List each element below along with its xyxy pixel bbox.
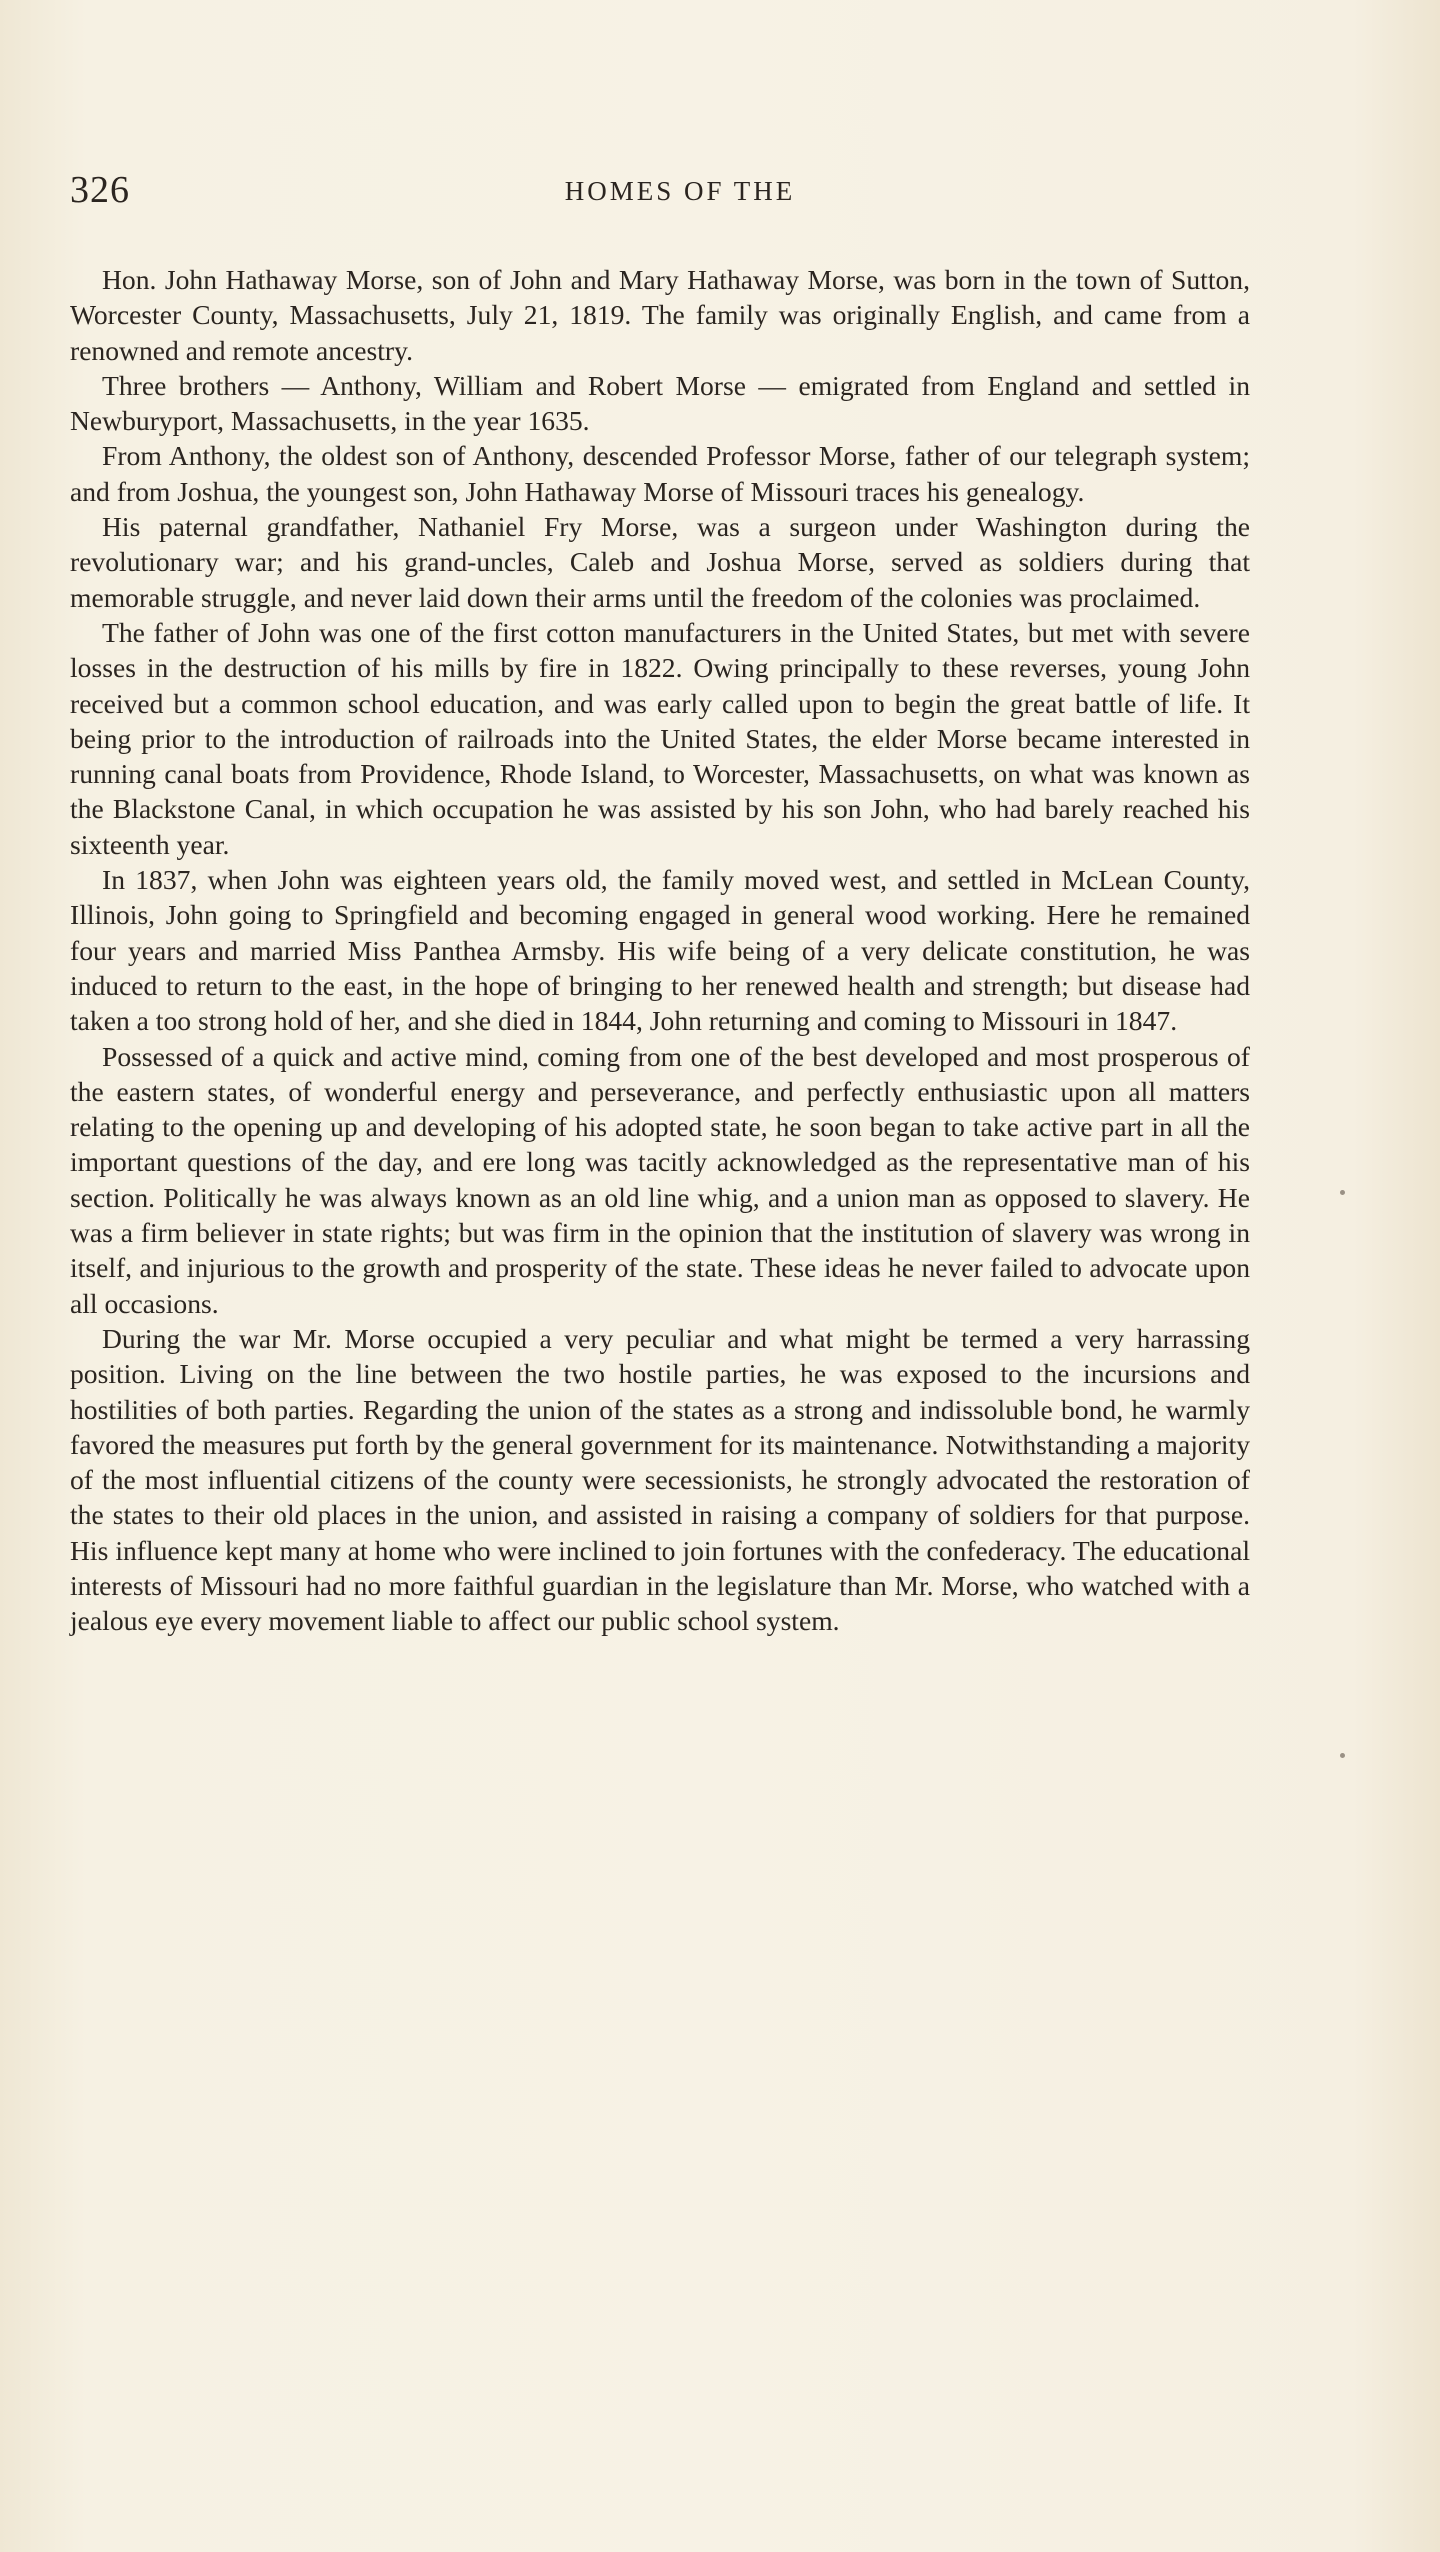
body-text [70,262,1250,1639]
running-head-title: HOMES OF THE [564,176,796,206]
paragraph-grandfather: His paternal grandfather, Nathaniel Fry Morse, was a surgeon under Washington during the revolutionary war; and his grand-uncles, Caleb and Joshua Morse, served as soldiers during that memorable struggle, and never laid down their arms until the freedom of the colonies was proclaimed. [70,511,1250,613]
paragraph-character: Possessed of a quick and active mind, coming from one of the best developed and most prosperous of the eastern states, of wonderful energy and perseverance, and perfectly enthusiastic upon all matters relating to the opening up and developing of his adopted state, he soon began to take active part in all the important questions of the day, and ere long was tacitly acknowledged as the representative man of his section. Politically he was always known as an old line whig, and a union man as opposed to slavery. He was a firm believer in state rights; but was firm in the opinion that the institution of slavery was wrong in itself, and injurious to the growth and prosperity of the state. These ideas he never failed to advocate upon all occasions. [70,1040,1250,1319]
page-number: 326 [70,169,130,211]
paragraph-war: During the war Mr. Morse occupied a very peculiar and what might be termed a very harrassing position. Living on the line between the two hostile parties, he was exposed to the incursions and hostilities of both parties. Regarding the union of the states as a strong and indissoluble bond, he warmly favored the measures put forth by the general government for its maintenance. Notwithstanding a majority of the most influential citizens of the county were secessionists, he strongly advocated the restoration of the states to their old places in the union, and assisted in raising a company of soldiers for that purpose. His influence kept many at home who were inclined to join fortunes with the confederacy. The educational interests of Missouri had no more faithful guardian in the legislature than Mr. Morse, who watched with a jealous eye every movement liable to affect our public school system. [70,1322,1250,1637]
margin-speck [1340,1190,1345,1195]
paragraph-genealogy: From Anthony, the oldest son of Anthony, descended Professor Morse, father of our telegraph system; and from Joshua, the youngest son, John Hathaway Morse of Missouri traces his genealogy. [70,440,1250,507]
running-head [70,168,1250,218]
paragraph-three-brothers: Three brothers — Anthony, William and Robert Morse — emigrated from England and settled in Newburyport, Massachusetts, in the year 1635. [70,369,1250,437]
paragraph-move-west: In 1837, when John was eighteen years old, the family moved west, and settled in McLean County, Illinois, John going to Springfield and becoming engaged in general wood working. Here he remained four years and married Miss Panthea Armsby. His wife being of a very delicate constitution, he was induced to return to the east, in the hope of bringing to her renewed health and strength; but disease had taken a too strong hold of her, and she died in 1844, John returning and coming to Missouri in 1847. [70,864,1250,1037]
margin-speck [1340,1753,1345,1758]
paragraph-birth: Hon. John Hathaway Morse, son of John and Mary Hathaway Morse, was born in the town of Sutton, Worcester County, Massachusetts, July 21, 1819. The family was originally English, and came from a renowned and remote ancestry. [70,264,1250,366]
paragraph-father: The father of John was one of the first cotton manufacturers in the United States, but met with severe losses in the destruction of his mills by fire in 1822. Owing principally to these reverses, young John received but a common school education, and was early called upon to begin the great battle of life. It being prior to the introduction of railroads into the United States, the elder Morse became interested in running canal boats from Providence, Rhode Island, to Worcester, Massachusetts, on what was known as the Blackstone Canal, in which occupation he was assisted by his son John, who had barely reached his sixteenth year. [70,616,1250,860]
